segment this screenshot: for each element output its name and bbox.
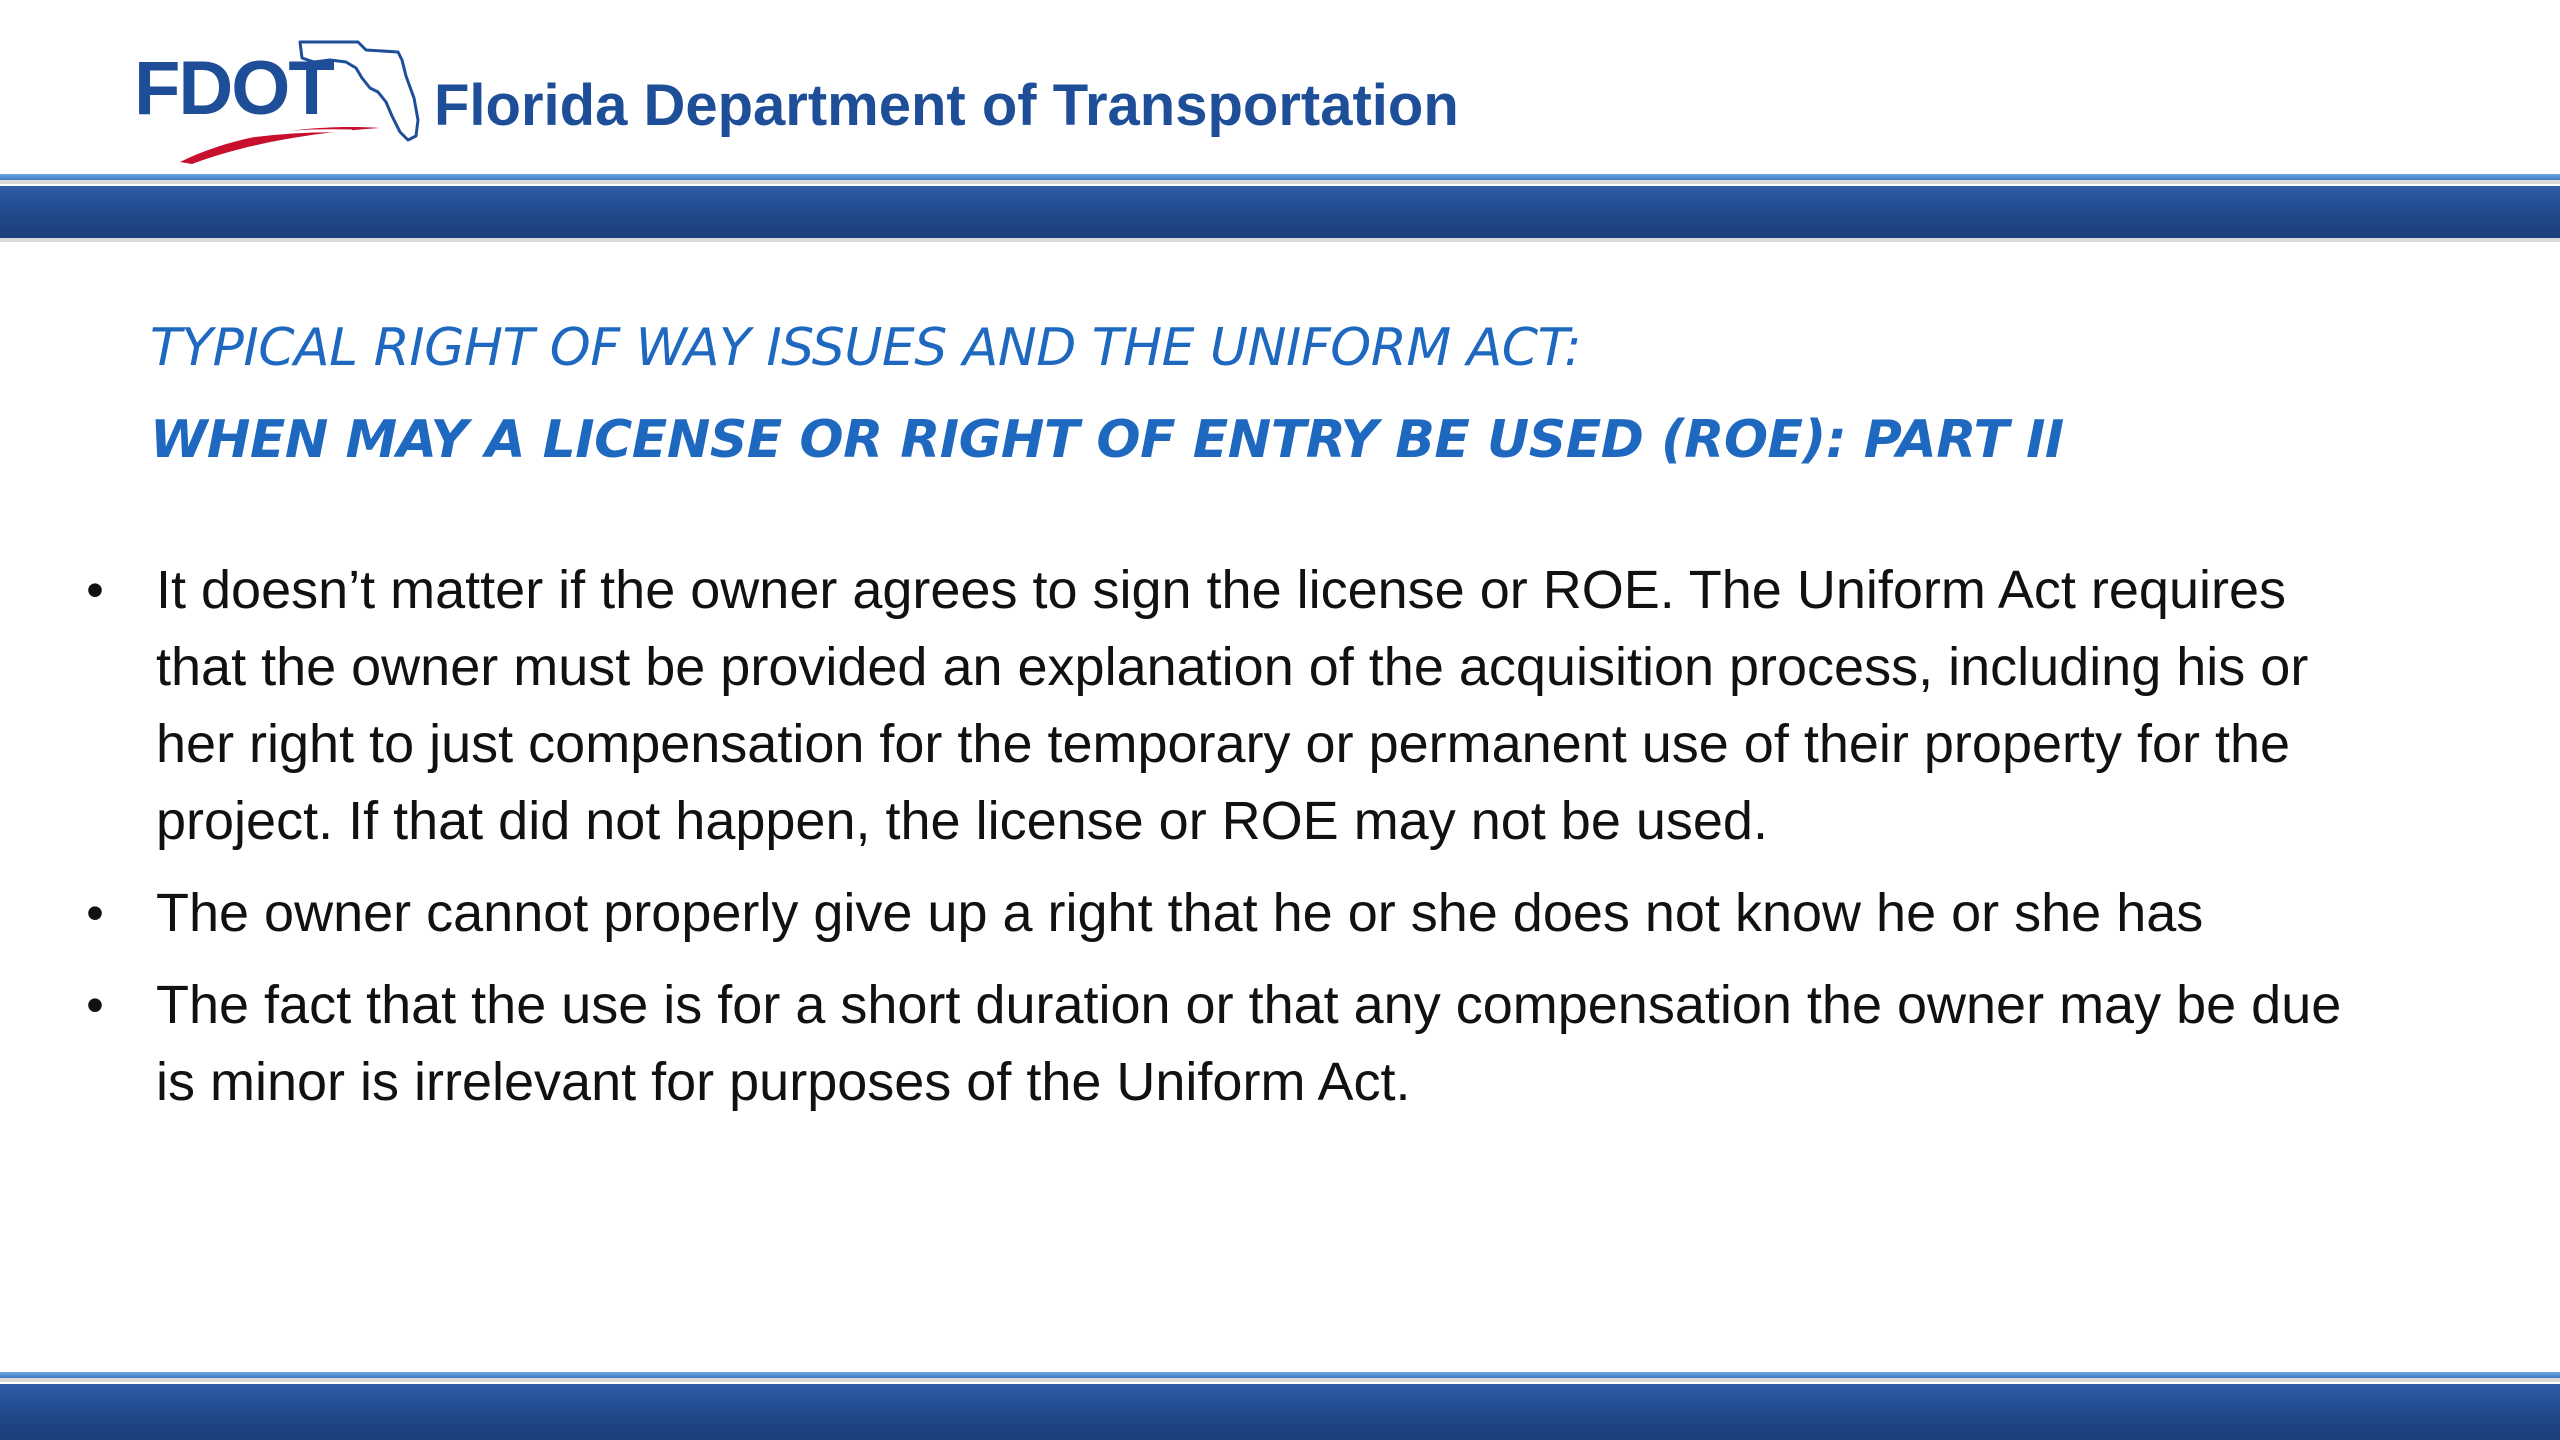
bullet-icon: • bbox=[86, 977, 104, 1033]
footer-band bbox=[0, 1372, 2560, 1440]
header bbox=[0, 0, 2560, 170]
fdot-logo bbox=[130, 36, 420, 166]
footer-band-navy bbox=[0, 1384, 2560, 1440]
bullet-list bbox=[80, 552, 2380, 1136]
slide-title: TYPICAL RIGHT OF WAY ISSUES AND THE UNIFORM ACT: bbox=[150, 318, 1582, 378]
band-gap bbox=[0, 180, 2560, 184]
bullet-text: It doesn’t matter if the owner agrees to sign the license or ROE. The Uniform Act requires that the owner must be provided an explanation of the acquisition process, including his or her right to just compensation for the temporary or permanent use of their property for the project. If that did not happen, the license or ROE may not be used. bbox=[156, 560, 2309, 851]
list-item bbox=[80, 875, 2380, 952]
bullet-text: The owner cannot properly give up a right that he or she does not know he or she has bbox=[156, 883, 2204, 943]
band-gap-bottom bbox=[0, 238, 2560, 242]
bullet-icon: • bbox=[86, 562, 104, 618]
band-navy bbox=[0, 186, 2560, 238]
bullet-icon: • bbox=[86, 885, 104, 941]
header-band bbox=[0, 170, 2560, 246]
list-item bbox=[80, 967, 2380, 1121]
bullet-text: The fact that the use is for a short duration or that any compensation the owner may be due is minor is irrelevant for purposes of the Uniform Act. bbox=[156, 975, 2342, 1112]
footer-band-gap bbox=[0, 1378, 2560, 1382]
slide-subtitle: WHEN MAY A LICENSE OR RIGHT OF ENTRY BE USED (ROE): PART II bbox=[150, 410, 2064, 470]
logo-text: FDOT bbox=[134, 46, 333, 131]
org-name: Florida Department of Transportation bbox=[434, 73, 1459, 138]
list-item bbox=[80, 552, 2380, 860]
